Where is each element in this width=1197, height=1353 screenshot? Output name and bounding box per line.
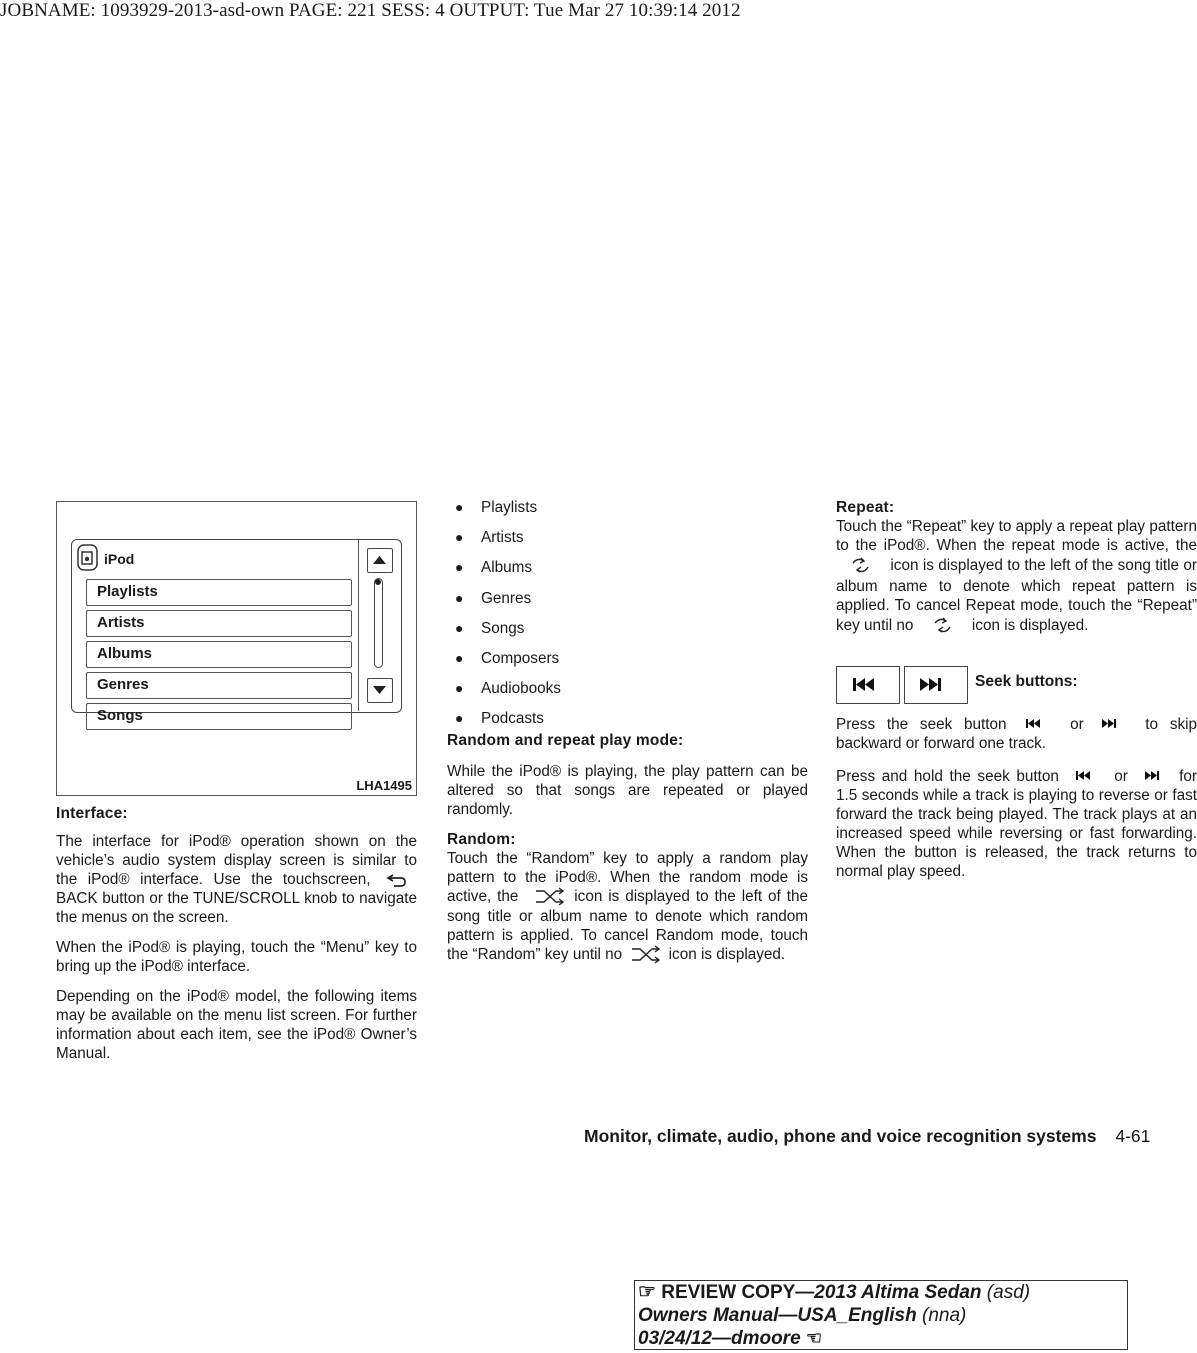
menu-items-list [447, 498, 808, 731]
seek-forward-button-illustration [904, 666, 968, 704]
column-3 [836, 498, 1197, 648]
random-icon [626, 945, 664, 965]
list-item: ● Artists [455, 529, 524, 547]
random-icon [524, 887, 568, 907]
up-arrow-icon [368, 549, 391, 571]
random-repeat-paragraph: While the iPod® is playing, the play pattern can be altered so that songs are repeated or played randomly. [447, 763, 808, 819]
page-footer [584, 1126, 1150, 1147]
repeat-icon [918, 615, 968, 637]
menu-item-albums[interactable]: Albums [86, 641, 352, 668]
interface-paragraph-3: Depending on the iPod® model, the following items may be available on the menu list screen. For further information about each item, see the iPod® Owner’s Manual. [56, 988, 417, 1062]
list-item: ● Composers [455, 649, 560, 667]
ipod-screen [71, 539, 402, 724]
menu-item-playlists[interactable]: Playlists [86, 579, 352, 606]
pointing-hand-icon: ☞ [638, 1281, 656, 1303]
seek-back-icon [837, 667, 899, 703]
pointing-hand-left-icon: ☜ [805, 1328, 823, 1348]
interface-paragraph-2: When the iPod® is playing, touch the “Menu” key to bring up the iPod® interface. [56, 939, 417, 975]
scroll-up-button[interactable] [367, 548, 393, 573]
heading-random-repeat: Random and repeat play mode: [447, 732, 684, 750]
section-title: Monitor, climate, audio, phone and voice recognition systems [584, 1126, 1097, 1146]
scroll-area [358, 540, 402, 711]
review-line-3: 03/24/12—dmoore ☜ [638, 1328, 823, 1349]
list-item: ● Podcasts [455, 710, 544, 728]
list-item: ● Albums [455, 559, 533, 577]
list-item: ● Genres [455, 589, 532, 607]
heading-seek-buttons: Seek buttons: [975, 673, 1078, 690]
page-number: 4-61 [1115, 1126, 1151, 1146]
seek-forward-icon [905, 667, 967, 703]
column-1 [56, 804, 417, 1074]
review-line-2: Owners Manual—USA_English (nna) [638, 1305, 967, 1326]
review-line-1: ☞ REVIEW COPY—2013 Altima Sedan (asd) [638, 1281, 1031, 1303]
seek-back-button-illustration [836, 666, 900, 704]
seek-paragraph-1: Press the seek button or to skip backward or forward one track. [836, 716, 1197, 752]
seek-section [836, 715, 1197, 892]
menu-list [72, 540, 358, 724]
ipod-interface-figure [56, 501, 417, 796]
figure-code: LHA1495 [356, 778, 412, 793]
column-2 [447, 498, 808, 976]
down-arrow-icon [368, 679, 391, 701]
interface-paragraph-1: The interface for iPod® operation shown on the vehicle’s audio system display screen is similar to the iPod® interface. Use the touchscreen, BACK button or the TUNE/SCROLL knob to navigate the menus on the screen. [56, 833, 417, 926]
seek-forward-icon [1135, 770, 1173, 784]
menu-item-artists[interactable]: Artists [86, 610, 352, 637]
heading-repeat: Repeat: [836, 499, 895, 516]
menu-item-songs[interactable]: Songs [86, 703, 352, 730]
scrollbar-track[interactable] [374, 578, 383, 668]
repeat-paragraph: Touch the “Repeat” key to apply a repeat play pattern to the iPod®. When the repeat mode is active, the icon is displayed to the left of the song title or album name to denote which repeat pattern is applied. To cancel Repeat mode, touch the “Repeat” key until no icon is displayed. [836, 517, 1197, 637]
menu-item-genres[interactable]: Genres [86, 672, 352, 699]
random-paragraph: Touch the “Random” key to apply a random play pattern to the iPod®. When the random mode is active, the icon is displayed to the left of the song title or album name to denote which random pattern is applied. To cancel Random mode, touch the “Random” key until no icon is displayed. [447, 850, 808, 964]
back-arrow-icon [381, 873, 417, 887]
ipod-title: iPod [104, 551, 135, 567]
list-item: ● Songs [455, 619, 525, 637]
heading-random: Random: [447, 831, 516, 849]
list-item: ● Audiobooks [455, 680, 561, 698]
job-header: JOBNAME: 1093929-2013-asd-own PAGE: 221 SESS: 4 OUTPUT: Tue Mar 27 10:39:14 2012 [0, 0, 741, 21]
seek-back-icon [1018, 718, 1058, 732]
scroll-down-button[interactable] [367, 678, 393, 703]
scrollbar-thumb[interactable] [375, 579, 381, 585]
seek-back-icon [1066, 770, 1108, 784]
list-item: ● Playlists [455, 499, 538, 516]
repeat-icon [836, 555, 886, 577]
seek-forward-icon [1096, 718, 1134, 732]
review-copy-stamp [634, 1280, 1128, 1350]
seek-paragraph-2: Press and hold the seek button or for 1.5 seconds while a track is playing to reverse or fast forward the track being played. The track plays at an increased speed while reversing or fast forwarding. When the button is released, the track returns to normal play speed. [836, 768, 1197, 880]
heading-interface: Interface: [56, 805, 128, 822]
